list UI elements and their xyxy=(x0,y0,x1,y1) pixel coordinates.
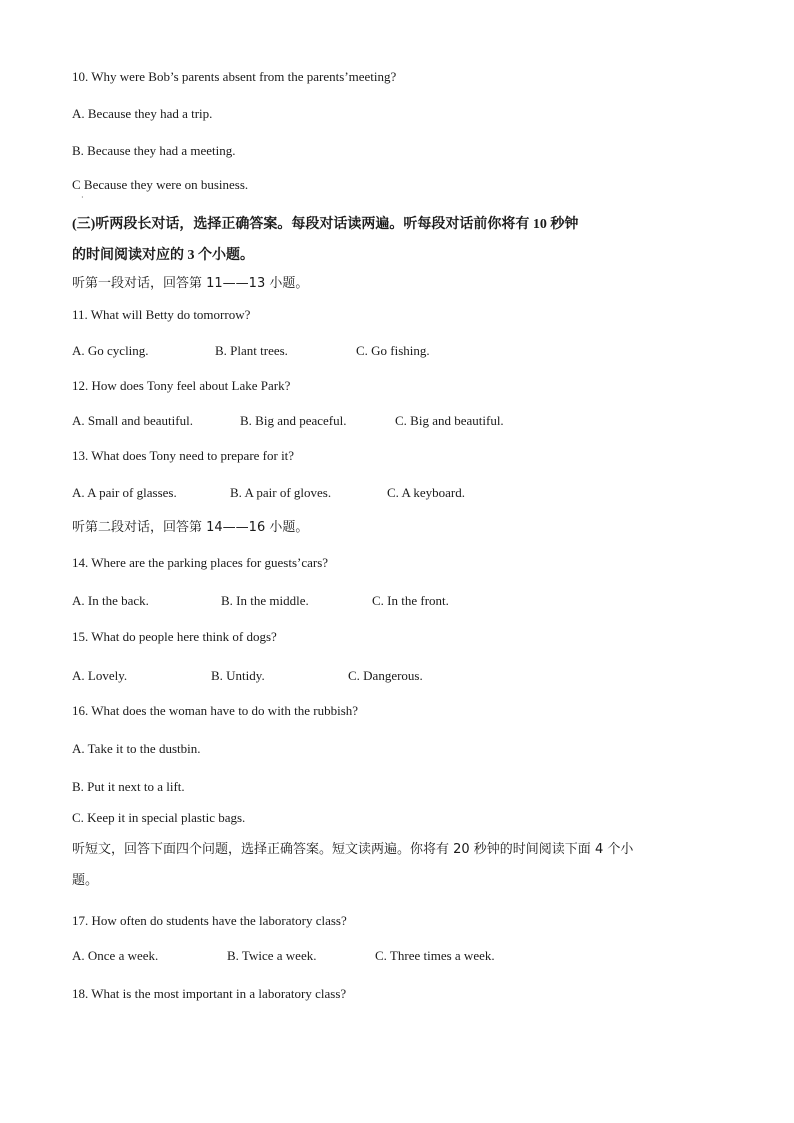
q15-option-b: B. Untidy. xyxy=(211,668,265,683)
q15-question: 15. What do people here think of dogs? xyxy=(72,629,277,644)
section3-heading-line1: (三)听两段长对话，选择正确答案。每段对话读两遍。听每段对话前你将有 10 秒钟 xyxy=(72,217,579,232)
dialog1-intro: 听第一段对话，回答第 11——13 小题。 xyxy=(72,276,309,291)
q11-option-a: A. Go cycling. xyxy=(72,343,149,358)
q12-options xyxy=(72,413,504,429)
q17-option-a: A. Once a week. xyxy=(72,948,159,963)
passage-intro-line1: 听短文，回答下面四个问题，选择正确答案。短文读两遍。你将有 20 秒钟的时间阅读下面 4 个小 xyxy=(72,842,634,857)
passage-intro-line2: 题。 xyxy=(72,873,99,888)
q14-option-a: A. In the back. xyxy=(72,593,149,608)
q10-question: 10. Why were Bob’s parents absent from the parents’meeting? xyxy=(72,69,397,84)
q11-option-b: B. Plant trees. xyxy=(215,343,288,358)
q17-question: 17. How often do students have the laboratory class? xyxy=(72,913,347,928)
q16-option-b: B. Put it next to a lift. xyxy=(72,779,185,794)
q17-option-b: B. Twice a week. xyxy=(227,948,317,963)
q15-option-a: A. Lovely. xyxy=(72,668,128,683)
q13-option-b: B. A pair of gloves. xyxy=(230,485,332,500)
q13-question: 13. What does Tony need to prepare for it? xyxy=(72,448,295,463)
q15-option-c: C. Dangerous. xyxy=(348,668,423,683)
q11-options xyxy=(72,343,430,359)
q10-option-c: C Because they were on business. xyxy=(72,177,249,192)
q11-option-c: C. Go fishing. xyxy=(356,343,430,358)
q12-option-c: C. Big and beautiful. xyxy=(395,413,504,428)
q11-question: 11. What will Betty do tomorrow? xyxy=(72,307,251,322)
q13-option-a: A. A pair of glasses. xyxy=(72,485,177,500)
q17-options xyxy=(72,948,495,964)
q16-question: 16. What does the woman have to do with the rubbish? xyxy=(72,703,359,718)
q12-option-a: A. Small and beautiful. xyxy=(72,413,193,428)
q12-option-b: B. Big and peaceful. xyxy=(240,413,347,428)
stray-dot: · xyxy=(81,193,84,202)
q10-option-b: B. Because they had a meeting. xyxy=(72,143,236,158)
q16-option-a: A. Take it to the dustbin. xyxy=(72,741,201,756)
section3-heading-line2: 的时间阅读对应的 3 个小题。 xyxy=(72,248,254,263)
q14-option-c: C. In the front. xyxy=(372,593,449,608)
q13-options xyxy=(72,485,465,501)
q14-options xyxy=(72,593,449,609)
q13-option-c: C. A keyboard. xyxy=(387,485,465,500)
dialog2-intro: 听第二段对话，回答第 14——16 小题。 xyxy=(72,520,309,535)
q17-option-c: C. Three times a week. xyxy=(375,948,495,963)
q14-option-b: B. In the middle. xyxy=(221,593,309,608)
q12-question: 12. How does Tony feel about Lake Park? xyxy=(72,378,291,393)
q10-option-a: A. Because they had a trip. xyxy=(72,106,213,121)
q18-question: 18. What is the most important in a laboratory class? xyxy=(72,986,347,1001)
q15-options xyxy=(72,668,423,684)
q16-option-c: C. Keep it in special plastic bags. xyxy=(72,810,246,825)
q14-question: 14. Where are the parking places for guests’cars? xyxy=(72,555,329,570)
